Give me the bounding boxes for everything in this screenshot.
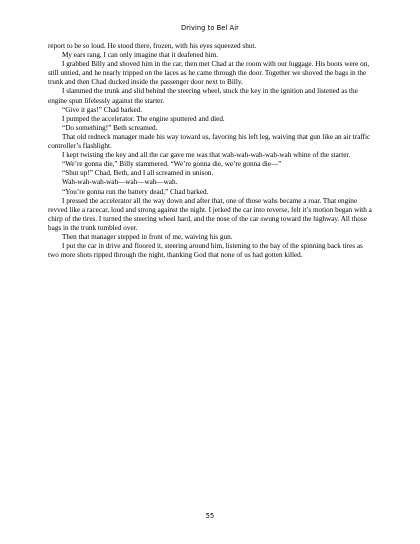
paragraph: I grabbed Billy and shoved him in the car, then met Chad at the room with our luggage. His boots were on, still untied, and he nearly tripped on the laces as he came through the door. Together we shoved the bags in the trunk and then Chad ducked inside the passenger door next to Billy. [48,60,370,87]
paragraph: My ears rang, I can only imagine that it deafened him. [62,51,219,60]
paragraph: report to be so loud. He stood there, frozen, with his eyes squeezed shut. [48,42,257,50]
paragraph: “Shut up!” Chad, Beth, and I all screamed in unison. [62,169,214,178]
paragraph: “Give it gas!” Chad barked. [62,105,143,114]
paragraph: I slammed the trunk and slid behind the steering wheel, stuck the key in the ignition and listened as the engine spun lifelessly against the starter. [48,87,358,105]
paragraph: “Do something!” Beth screamed. [62,123,158,132]
paragraph: I kept twisting the key and all the car gave me was that wah-wah-wah-wah-wah whine of the starter. [62,151,351,160]
paragraph: I pumped the accelerator. The engine sputtered and died. [62,114,225,123]
page-number: 55 [205,512,215,520]
body-text [48,42,374,260]
paragraph: “We’re gonna die,” Billy stammered. “We’re gonna die, we’re gonna die—” [62,160,282,169]
paragraph: I pressed the accelerator all the way down and after that, one of those wahs became a roar. That engine revved like a racecar, loud and strong against the night. I jerked the car into reverse, felt it’s motion began with a chirp of the tires. I turned the steering wheel hard, and the nose of the car swung toward the highway. All those bags in the trunk tumbled over. [48,196,372,232]
paragraph: Then that manager stepped in front of me, waiving his gun. [62,232,233,241]
paragraph: I put the car in drive and floored it, steering around him, listening to the bay of the spinning back tires as two more shots ripped through the night, thanking God that none of us had gotten killed. [48,242,363,260]
running-header: Driving to Bel Air [181,24,239,32]
paragraph: “You’re gonna run the battery dead,” Chad barked. [62,187,209,196]
paragraph: That old redneck manager made his way toward us, favoring his left leg, waiving that gun like an air traffic controller’s flashlight. [48,132,371,151]
paragraph: Wah-wah-wah-wah—wah—wah—wah. [62,178,178,187]
